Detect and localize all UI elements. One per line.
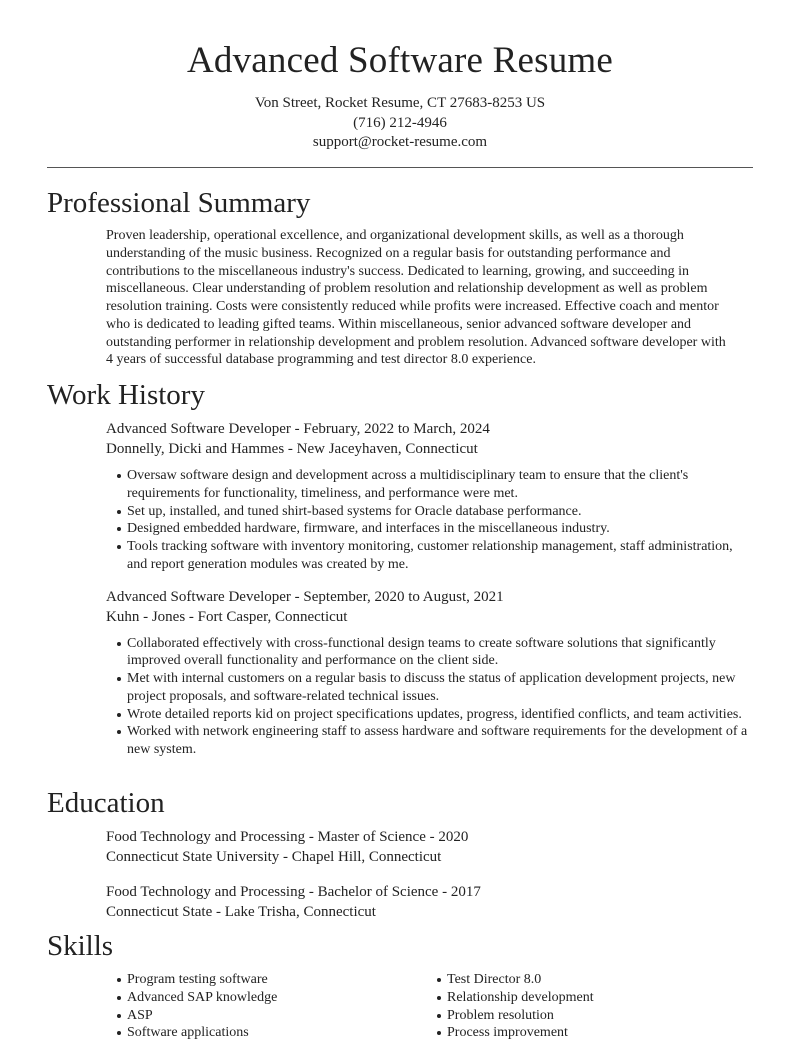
contact-phone: (716) 212-4946	[353, 114, 447, 131]
resume-title: Advanced Software Resume	[186, 40, 614, 81]
job-bullets	[106, 467, 753, 574]
skill-item: Problem resolution	[447, 1007, 746, 1025]
school-line: Connecticut State University - Chapel Hill, Connecticut	[106, 849, 442, 865]
job-bullets	[106, 635, 753, 759]
skill-item: Program testing software	[127, 971, 426, 989]
skill-item: Process improvement	[447, 1024, 746, 1042]
job-title-line: Advanced Software Developer - September, 2020 to August, 2021	[106, 588, 504, 605]
job-entry	[106, 587, 753, 759]
job-company-line: Donnelly, Dicki and Hammes - New Jaceyhaven, Connecticut	[106, 441, 478, 457]
job-entry	[106, 419, 753, 574]
skills-list-right	[426, 971, 746, 1042]
job-title-line: Advanced Software Developer - February, 2022 to March, 2024	[106, 421, 490, 437]
job-bullet: Set up, installed, and tuned shirt-based systems for Oracle database performance.	[127, 503, 753, 521]
summary-text: Proven leadership, operational excellence, and organizational development skills, as well as a thorough understanding of the music business. Recognized on a regular basis for outstanding performance and contributions to the miscellaneous industry's success. Dedicated to learning, growing, and succeeding in miscellaneous. Clear understanding of problem resolution and relationship development as well as problem resolution training. Costs were consistently reduced while profits were increased. Effective coach and mentor who is dedicated to leading gifted teams. Within miscellaneous, senior advanced software developer and outstanding performer in relationship development and problem resolution. Advanced software developer with 4 years of successful database programming and test director 8.0 experience.	[106, 228, 726, 368]
job-bullet: Tools tracking software with inventory monitoring, customer relationship management, staff administration, and report generation modules was created by me.	[127, 538, 753, 574]
job-bullet: Worked with network engineering staff to assess hardware and software requirements for the development of a new system.	[127, 723, 753, 759]
education-body	[106, 827, 753, 922]
job-bullet: Collaborated effectively with cross-functional design teams to create software solutions that significantly improved overall functionality and performance on the client side.	[127, 635, 753, 671]
skills-column-right	[426, 971, 746, 1042]
work-history-heading: Work History	[47, 379, 205, 411]
school-line: Connecticut State - Lake Trisha, Connecticut	[106, 904, 376, 920]
skills-body	[106, 971, 753, 1042]
contact-block	[0, 94, 800, 153]
skills-section	[47, 929, 753, 1042]
skills-grid	[106, 971, 753, 1042]
education-entry	[106, 827, 753, 867]
header-divider	[47, 167, 753, 168]
skill-item: Advanced SAP knowledge	[127, 989, 426, 1007]
contact-address: Von Street, Rocket Resume, CT 27683-8253 US	[254, 95, 546, 111]
job-company-line: Kuhn - Jones - Fort Casper, Connecticut	[106, 608, 348, 625]
summary-section	[47, 186, 753, 369]
job-bullet: Oversaw software design and development across a multidisciplinary team to ensure that the client's requirements for functionality, timeliness, and performance were met.	[127, 467, 753, 503]
skill-item: Software applications	[127, 1024, 426, 1042]
education-section	[47, 786, 753, 922]
skill-item: ASP	[127, 1007, 426, 1025]
education-entry	[106, 882, 753, 922]
work-history-body	[106, 419, 753, 759]
skill-item: Test Director 8.0	[447, 971, 746, 989]
job-bullet: Wrote detailed reports kid on project specifications updates, progress, identified conflicts, and team activities.	[127, 706, 753, 724]
education-heading: Education	[47, 787, 165, 819]
job-bullet: Met with internal customers on a regular basis to discuss the status of application development projects, new project proposals, and software-related technical issues.	[127, 670, 753, 706]
contact-email: support@rocket-resume.com	[312, 134, 488, 150]
resume-header	[0, 0, 800, 153]
skills-column-left	[106, 971, 426, 1042]
summary-heading: Professional Summary	[47, 187, 311, 219]
skills-heading: Skills	[47, 930, 114, 962]
skill-item: Relationship development	[447, 989, 746, 1007]
skills-list-left	[106, 971, 426, 1042]
work-history-section	[47, 378, 753, 759]
job-bullet: Designed embedded hardware, firmware, and interfaces in the miscellaneous industry.	[127, 520, 753, 538]
degree-line: Food Technology and Processing - Bachelor of Science - 2017	[106, 884, 481, 900]
degree-line: Food Technology and Processing - Master of Science - 2020	[106, 829, 469, 845]
